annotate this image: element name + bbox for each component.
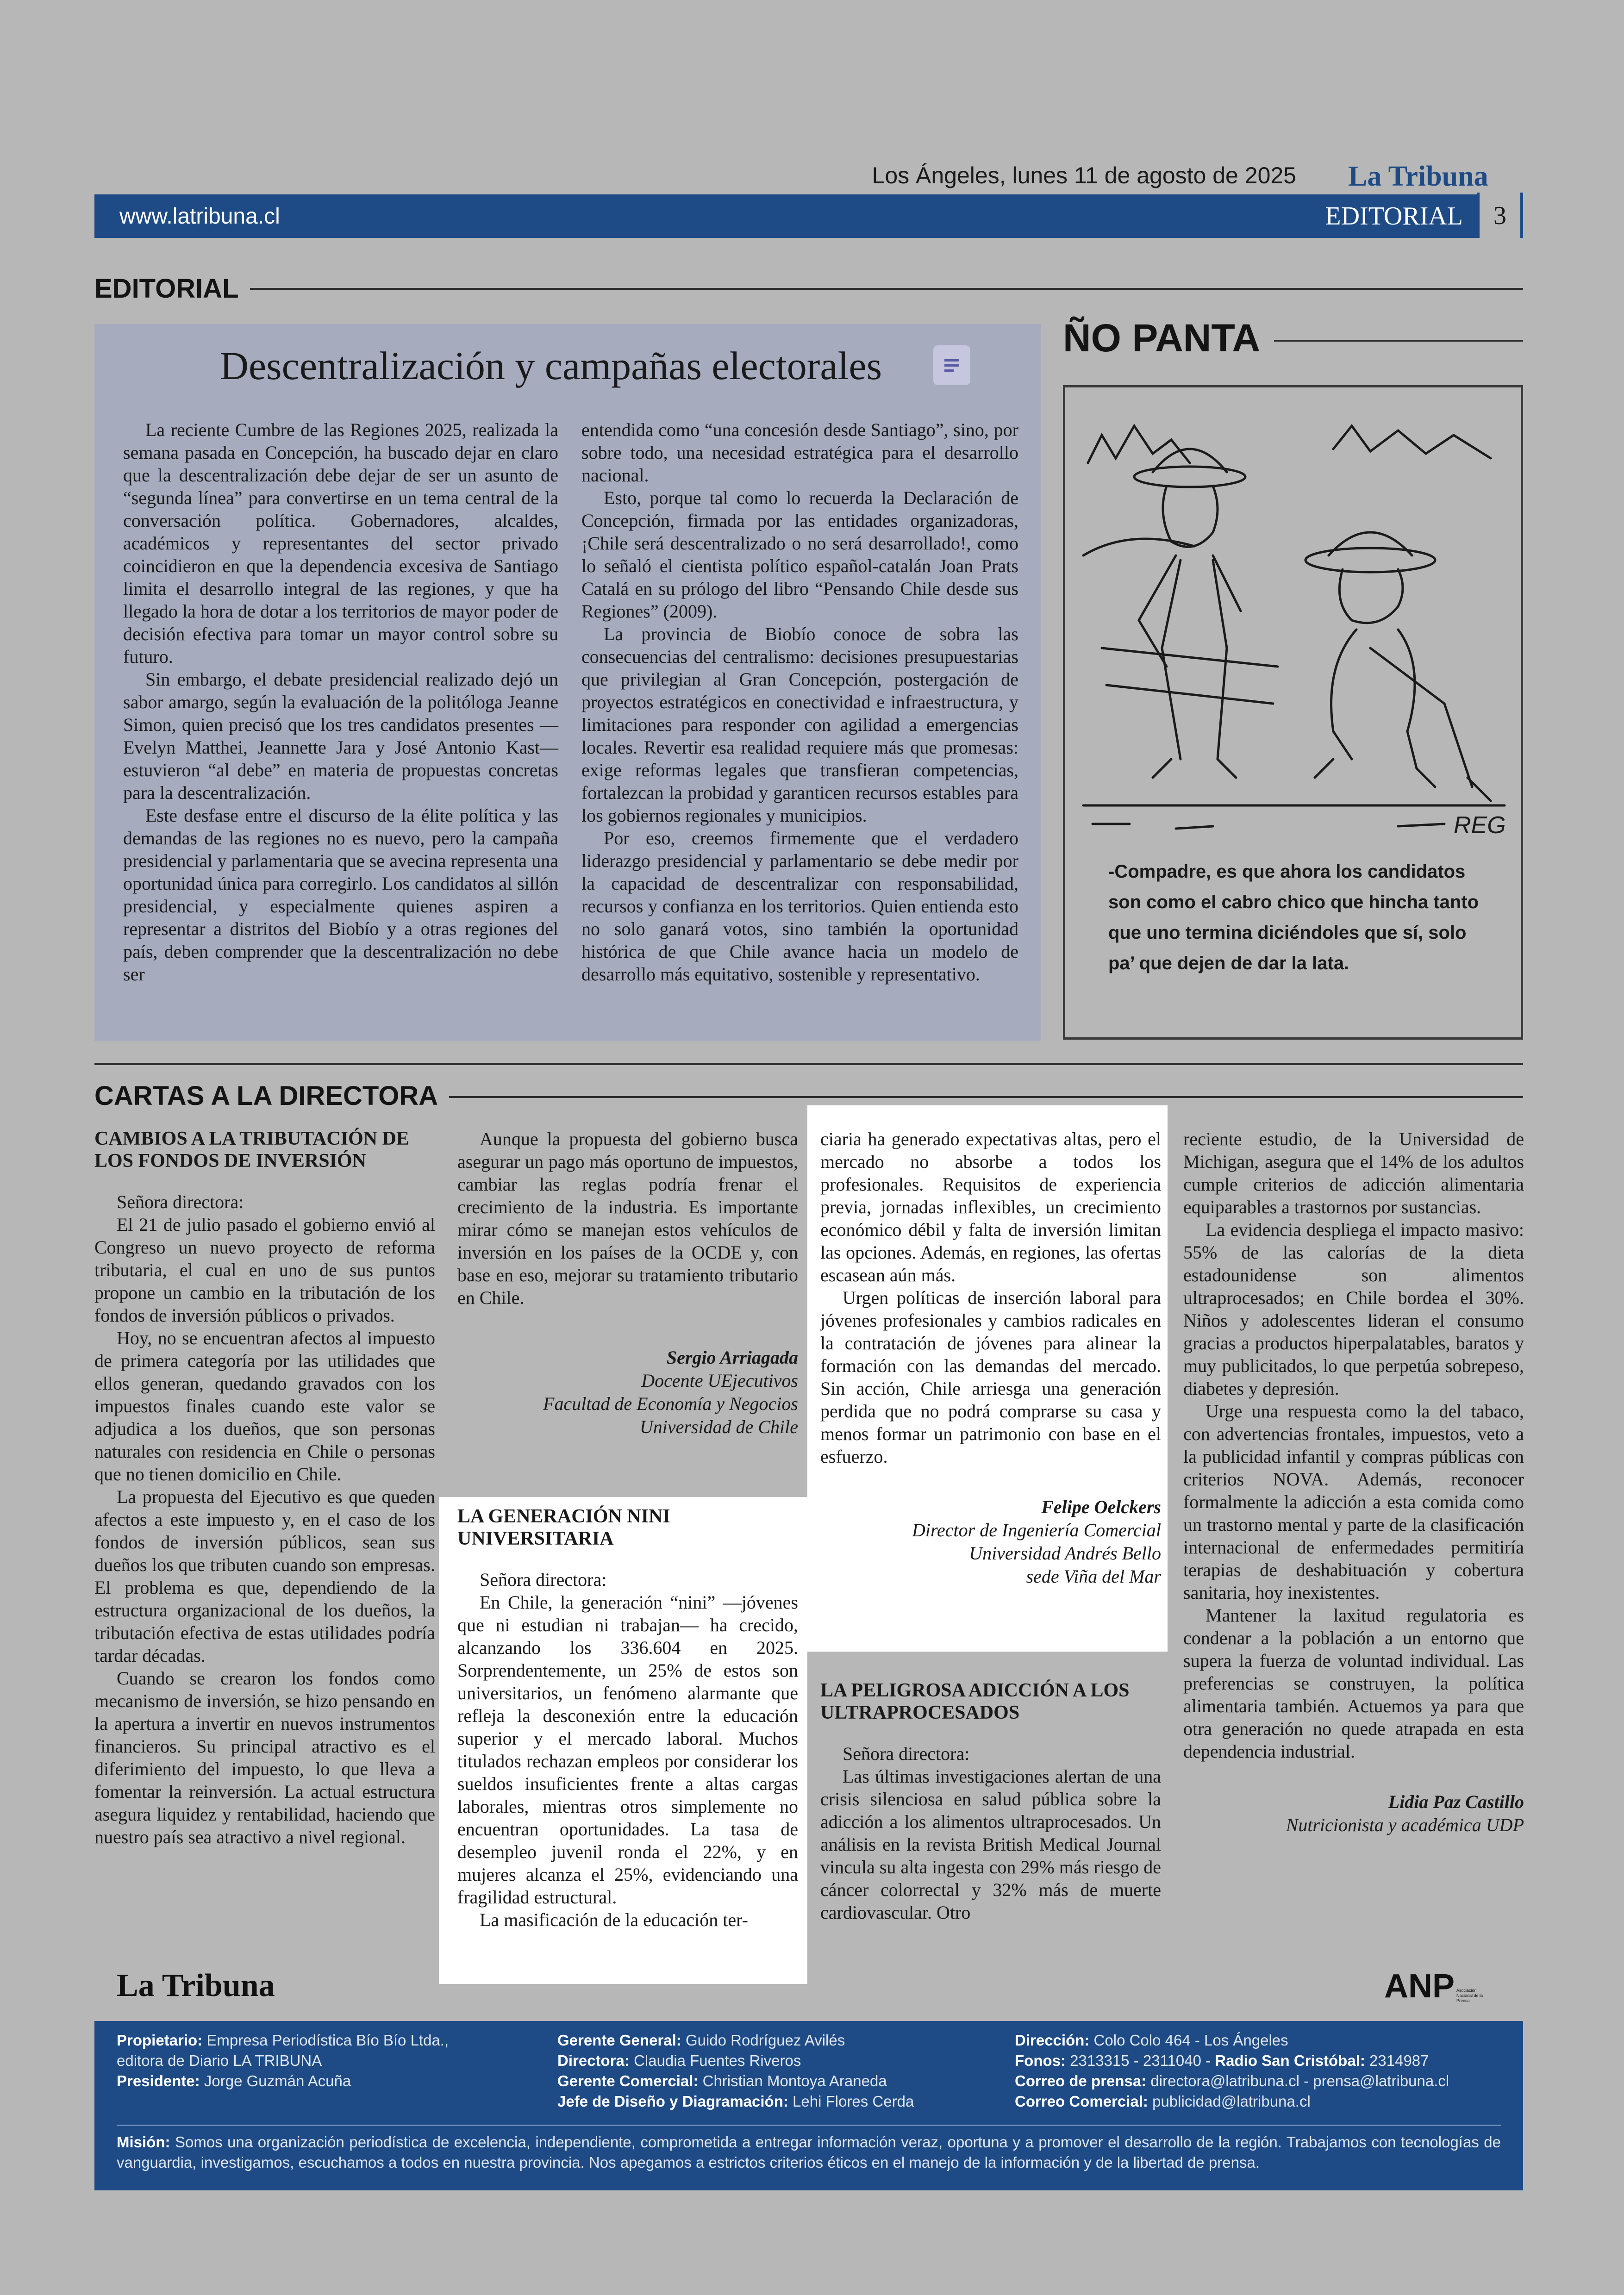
email-link[interactable]: publicidad@latribuna.cl: [1152, 2093, 1311, 2110]
paragraph: Cuando se crearon los fondos como mecanismo de inversión, se hizo pensando en la apertura a invertir en nuevos instrumentos financieros. Su principal atractivo es el diferimiento del impuesto, lo que lleva a fomentar la reinversión. La actual estructura asegura liquidez y rentabilidad, haciendo que nuestro país sea atractivo a nivel regional.: [94, 1668, 435, 1847]
letter-author-role: sede Viña del Mar: [1026, 1566, 1161, 1587]
anp-mark: ANP: [1384, 1968, 1455, 2005]
paragraph: El 21 de julio pasado el gobierno envió al Congreso un nuevo proyecto de reforma tributaria, el cual en uno de sus puntos propone un cambio en la tributación de los fondos de inversión públicos o privados.: [94, 1214, 435, 1326]
paragraph: Urgen políticas de inserción laboral para jóvenes profesionales y cambios radicales en la contratación de jóvenes para alinear la formación con las demandas del mercado. Sin acción, Chile arriesga una generación perdida que no podrá comprarse su casa y menos formar un patrimonio con base en el esfuerzo.: [820, 1287, 1161, 1467]
anp-sub: Asociación Nacional de la Prensa: [1456, 1988, 1483, 2003]
paragraph: La provincia de Biobío conoce de sobra las consecuencias del centralismo: decisiones presupuestarias que privilegian al Gran Concepción, postergación de proyectos estratégicos en conectividad e infraestructura, y limitaciones para responder con agilidad a emergencias locales. Revertir esa realidad requiere más que promesas: exige reformas legales que transfieran competencias, fortalezcan la probidad y garanticen recursos estables para los gobiernos regionales y municipios.: [581, 624, 1018, 826]
letter2-col-2: [820, 1128, 1161, 1588]
paragraph: ciaria ha generado expectativas altas, pero el mercado no absorbe a todos los profesionales. Requisitos de experiencia previa, jornadas inflexibles, un crecimiento económico débil y falta de inversión limitan las opciones. Además, en regiones, las ofertas escasean aún más.: [820, 1129, 1161, 1285]
paragraph: La reciente Cumbre de las Regiones 2025, realizada la semana pasada en Concepción, ha buscado dejar en claro que la descentralización debe dejar de ser un asunto de “segunda línea” para convertirse en un tema central de la conversación política. Gobernadores, alcaldes, académicos y representantes del sector privado coincidieron en que la dependencia excesiva de Santiago limita el desarrollo integral de las regiones, y que ha llegado la hora de dotar a los territorios de mayor poder de decisión efectiva para tomar un mayor control sobre su futuro.: [123, 419, 558, 667]
letter3-col-1: [820, 1679, 1161, 1924]
cartoon-section-label: ÑO PANTA: [1063, 315, 1274, 361]
editorial-title: Descentralización y campañas electorales: [219, 343, 882, 388]
header-url[interactable]: www.latribuna.cl: [119, 204, 280, 229]
paragraph: En Chile, la generación “nini” —jóvenes que ni estudian ni trabajan— ha crecido, alcanzando los 336.604 en 2025. Sorprendentemente, un 25% de estos son universitarios, un fenómeno alarmante que refleja la desconexión entre la educación superior y el mercado laboral. Muchos titulados rechazan empleos por considerar los sueldos insuficientes frente a altas cargas laborales, mientras otros simplemente no encuentran oportunidades. La tasa de desempleo juvenil ronda el 22%, y en mujeres alcanza el 25%, evidenciando una fragilidad estructural.: [457, 1592, 798, 1908]
masthead-logo: La Tribuna: [1348, 161, 1488, 192]
footer-logo: La Tribuna: [117, 1968, 275, 2003]
paragraph: Esto, porque tal como lo recuerda la Declaración de Concepción, firmada por las entidades organizadoras, ¡Chile será descentralizado o no será desarrollado!, como lo señaló el cientista político español-catalán Joan Prats Catalá en su prólogo del libro “Pensando Chile desde sus Regiones” (2009).: [581, 487, 1018, 622]
section-divider: [94, 1063, 1523, 1065]
letter1-col-2: [457, 1128, 798, 1439]
editorial-rule: [94, 288, 1523, 290]
editorial-section-label: EDITORIAL: [94, 273, 250, 304]
paragraph: Urge una respuesta como la del tabaco, con advertencias frontales, impuestos, veto a la publicidad infantil y compras públicas con criterios NOVA. Además, reconocer formalmente la adicción a esta comida como un trastorno mental y parte de la clasificación internacional de enfermedades permitiría terapias de deshabituación y cobertura sanitaria, hoy inexistentes.: [1183, 1401, 1524, 1603]
letter-headline: LA PELIGROSA ADICCIÓN A LOS ULTRAPROCESADOS: [820, 1680, 1130, 1723]
page-number: 3: [1493, 201, 1506, 230]
comment-icon[interactable]: [933, 345, 970, 385]
letter-author: Sergio Arriagada: [666, 1347, 798, 1368]
paragraph: La evidencia despliega el impacto masivo: 55% de las calorías de la dieta estadounidense son alimentos ultraprocesados; en Chile bordea el 30%. Niños y adolescentes lideran el consumo gracias a productos hiperpalatables, baratos y muy publicitados, lo que perpetúa sobrepeso, diabetes y depresión.: [1183, 1219, 1524, 1399]
letters-section-label: CARTAS A LA DIRECTORA: [94, 1080, 449, 1111]
paragraph: Hoy, no se encuentran afectos al impuesto de primera categoría por las utilidades que ellos generan, quedando gravados con los impuestos finales cuando este valor se adjudica a los dueños, que son personas naturales con residencia en Chile o personas que no tienen domicilio en Chile.: [94, 1328, 435, 1484]
letter-author: Lidia Paz Castillo: [1388, 1791, 1524, 1812]
letter-author-role: Docente UEjecutivos: [641, 1370, 798, 1391]
email-link[interactable]: directora@latribuna.cl - prensa@latribuna.cl: [1150, 2072, 1449, 2089]
letter2-col-1: [457, 1505, 798, 1931]
paragraph: entendida como “una concesión desde Santiago”, sino, por sobre todo, una necesidad estratégica para el desarrollo nacional.: [581, 419, 1018, 486]
paragraph: La masificación de la educación ter-: [480, 1909, 748, 1930]
letter-author-role: Facultad de Economía y Negocios: [543, 1393, 798, 1414]
letter-headline: CAMBIOS A LA TRIBUTACIÓN DE LOS FONDOS DE INVERSIÓN: [94, 1128, 409, 1172]
paragraph: Sin embargo, el debate presidencial realizado dejó un sabor amargo, según la evaluación de la politóloga Jeanne Simon, quien precisó que los tres candidatos presentes —Evelyn Matthei, Jeannette Jara y José Antonio Kast— estuvieron “al debe” en materia de propuestas concretas para la descentralización.: [123, 669, 558, 803]
footer-anp-logo: [1384, 1967, 1493, 2005]
editorial-col-1: [123, 418, 558, 985]
paragraph: reciente estudio, de la Universidad de Michigan, asegura que el 14% de los adultos cumple criterios de adicción alimentaria equiparables a trastornos por sustancias.: [1183, 1129, 1524, 1217]
salutation: Señora directora:: [843, 1743, 970, 1764]
footer-divider: [117, 2125, 1501, 2126]
salutation: Señora directora:: [480, 1569, 607, 1590]
paragraph: Este desfase entre el discurso de la élite política y las demandas de las regiones no es nuevo, pero la campaña presidencial y parlamentaria que se avecina representa una oportunidad única para corregirlo. Los candidatos al sillón presidencial, y especialmente quienes aspiren a representar a distritos del Biobío y a otras regiones del país, deben comprender que la descentralización no debe ser: [123, 805, 558, 985]
letter3-col-2: [1183, 1128, 1524, 1837]
header-section: EDITORIAL: [1325, 202, 1463, 231]
letter-author: Felipe Oelckers: [1041, 1497, 1161, 1517]
cartoon-signature: REG: [1454, 812, 1506, 839]
editorial-col-2: [581, 418, 1018, 985]
letter1-col-1: [94, 1128, 435, 1848]
letter-author-role: Nutricionista y académica UDP: [1286, 1815, 1524, 1835]
paragraph: Mantener la laxitud regulatoria es condenar a la población a un entorno que supera la fuerza de voluntad individual. Las preferencias se construyen, la política alimentaria también. Actuemos ya para que otra generación no quede atrapada en esta dependencia industrial.: [1183, 1605, 1524, 1762]
letter-headline: LA GENERACIÓN NINI UNIVERSITARIA: [457, 1506, 670, 1549]
footer-left: Propietario: Empresa Periodística Bío Bío Ltda., editora de Diario LA TRIBUNA Presidente: Jorge Guzmán Acuña: [117, 2032, 449, 2089]
paragraph: La propuesta del Ejecutivo es que queden afectos a este impuesto y, en el caso de los fondos de inversión públicos, sean sus dueños los que tributen cuando son empresas. El problema es que, dependiendo de la estructura organizacional de los dueños, la tributación efectiva de estas utilidades podría tardar décadas.: [94, 1486, 435, 1666]
salutation: Señora directora:: [117, 1191, 244, 1212]
letter-author-role: Universidad Andrés Bello: [969, 1543, 1161, 1564]
footer-mid: Gerente General: Guido Rodríguez Avilés Directora: Claudia Fuentes Riveros Gerente Comercial: Christian Montoya Araneda Jefe de Diseño y Diagramación: Lehi Flores Cerda: [557, 2032, 914, 2110]
footer-mision: Misión: Somos una organización periodística de excelencia, independiente, comprometida a entregar información veraz, oportuna y a promover el desarrollo de la región. Trabajamos con tecnologías de vanguardia, investigamos, escuchamos a todos en nuestra provincia. Nos apegamos a estrictos criterios éticos en el manejo de la información y de la libertad de prensa.: [117, 2133, 1501, 2171]
cartoon-illustration: [1074, 407, 1512, 852]
paragraph: Aunque la propuesta del gobierno busca asegurar un pago más oportuno de impuestos, cambiar las reglas podría frenar el crecimiento de la industria. Es importante mirar cómo se manejan estos vehículos de inversión en los países de la OCDE y, con base en eso, mejorar su tratamiento tributario en Chile.: [457, 1129, 798, 1308]
letter-author-role: Universidad de Chile: [639, 1416, 798, 1437]
dateline: Los Ángeles, lunes 11 de agosto de 2025: [872, 162, 1296, 188]
paragraph: Las últimas investigaciones alertan de una crisis silenciosa en salud pública sobre la adicción a los alimentos ultraprocesados. Un análisis en la revista British Medical Journal vincula su alta ingesta con 29% más riesgo de cáncer colorrectal y 32% más de muerte cardiovascular. Otro: [820, 1766, 1161, 1923]
footer-right: Dirección: Colo Colo 464 - Los Ángeles Fonos: 2313315 - 2311040 - Radio San Cristóbal: 2314987 Correo de prensa: directora@latribuna.cl - prensa@latribuna.cl Correo Comercial: publicidad@latribuna.cl: [1015, 2032, 1449, 2110]
letter-author-role: Director de Ingeniería Comercial: [912, 1520, 1161, 1540]
paragraph: Por eso, creemos firmemente que el verdadero liderazgo presidencial y parlamentario se debe medir por la capacidad de descentralizar con responsabilidad, recursos y confianza en los territorios. Quien entienda esto no solo ganará votos, sino también la oportunidad histórica de que Chile avance hacia un modelo de desarrollo más equitativo, sostenible y representativo.: [581, 828, 1018, 985]
cartoon-caption: -Compadre, es que ahora los candidatos son como el cabro chico que hincha tanto que uno termina diciéndoles que sí, solo pa’ que dejen de dar la lata.: [1108, 861, 1479, 973]
